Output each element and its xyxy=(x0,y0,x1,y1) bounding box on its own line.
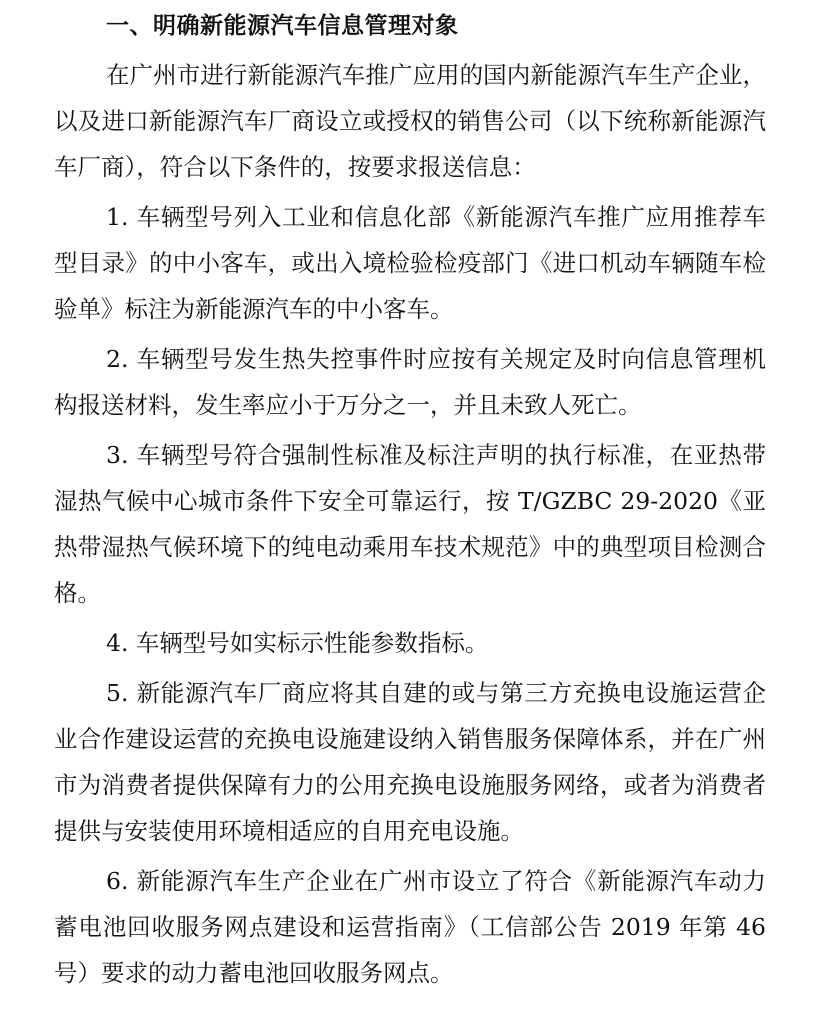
condition-4-paragraph: 4. 车辆型号如实标示性能参数指标。 xyxy=(106,629,489,657)
condition-5-paragraph: 5. 新能源汽车厂商应将其自建的或与第三方充换电设施运营企业合作建设运营的充换电设施建设纳入销售服务保障体系，并在广州市为消费者提供保障有力的公用充换电设施服务网络，或者为消费者提供与安装使用环境相适应的自用充电设施。 xyxy=(54,679,766,845)
condition-6-paragraph: 6. 新能源汽车生产企业在广州市设立了符合《新能源汽车动力蓄电池回收服务网点建设和运营指南》（工信部公告 2019 年第 46 号）要求的动力蓄电池回收服务网点。 xyxy=(54,867,766,987)
condition-2-paragraph: 2. 车辆型号发生热失控事件时应按有关规定及时向信息管理机构报送材料，发生率应小于万分之一，并且未致人死亡。 xyxy=(54,345,766,419)
intro-paragraph: 在广州市进行新能源汽车推广应用的国内新能源汽车生产企业，以及进口新能源汽车厂商设立或授权的销售公司（以下统称新能源汽车厂商），符合以下条件的，按要求报送信息： xyxy=(54,61,766,181)
section-heading: 一、明确新能源汽车信息管理对象 xyxy=(106,13,459,39)
document-page xyxy=(54,0,766,996)
condition-3-paragraph: 3. 车辆型号符合强制性标准及标注声明的执行标准，在亚热带湿热气候中心城市条件下安全可靠运行，按 T/GZBC 29-2020《亚热带湿热气候环境下的纯电动乘用车技术规范》中的典型项目检测合格。 xyxy=(54,441,766,607)
condition-1-paragraph: 1. 车辆型号列入工业和信息化部《新能源汽车推广应用推荐车型目录》的中小客车，或出入境检验检疫部门《进口机动车辆随车检验单》标注为新能源汽车的中小客车。 xyxy=(54,203,766,323)
